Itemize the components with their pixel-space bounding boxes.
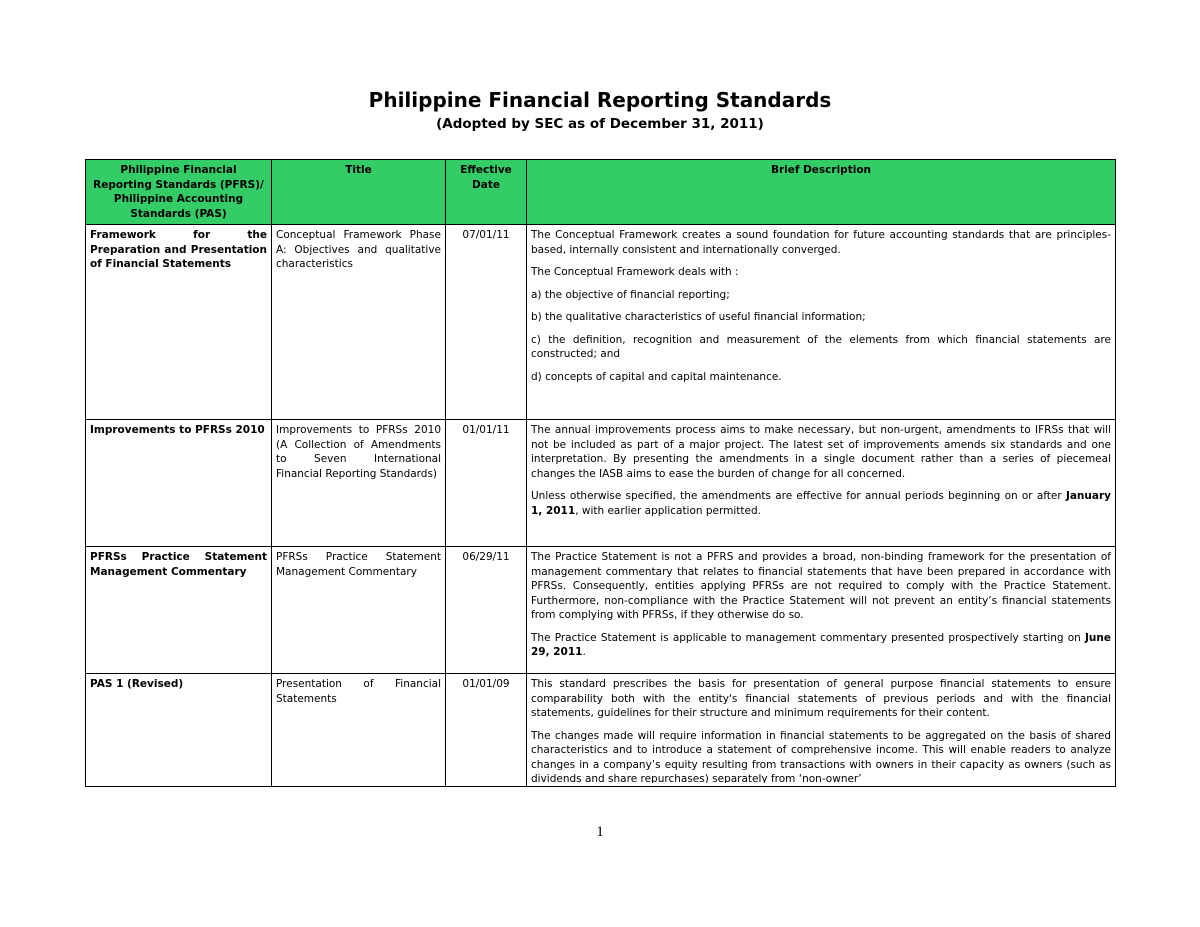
description-paragraph: This standard prescribes the basis for presentation of general purpose financial statements to ensure comparability both with the entity's financial statements of previous periods and with the financial statements, guidelines for their structure and minimum requirements for their content. — [531, 678, 1111, 719]
description-paragraph: d) concepts of capital and capital maintenance. — [531, 370, 782, 383]
header-brief-description: Brief Description — [527, 160, 1116, 225]
description-cell — [527, 225, 1116, 420]
description-paragraph: b) the qualitative characteristics of useful financial information; — [531, 311, 866, 323]
page-number: 1 — [596, 824, 604, 840]
description-paragraph: The annual improvements process aims to make necessary, but non-urgent, amendments to IFRSs that will not be included as part of a major project. The latest set of improvements amends six standards and one interpretation. By presenting the amendments in a single document rather than a series of piecemeal changes the IASB aims to ease the burden of change for all concerned. — [531, 424, 1111, 480]
description-cell — [527, 674, 1116, 787]
table-row — [86, 420, 1116, 547]
standard-cell: PAS 1 (Revised) — [86, 674, 272, 787]
effective-date-cell: 01/01/09 — [446, 674, 527, 787]
document-title: Philippine Financial Reporting Standards — [368, 88, 832, 112]
description-text: , with earlier application permitted. — [575, 504, 761, 517]
title-cell: Improvements to PFRSs 2010 (A Collection of Amendments to Seven International Financial Reporting Standards) — [272, 420, 446, 547]
effective-date-highlight: January 1, 2011 — [531, 490, 1111, 517]
description-paragraph: The changes made will require information in financial statements to be aggregated on the basis of shared characteristics and to introduce a statement of comprehensive income. This will enable readers to analyze changes in a company’s equity resulting from transactions with owners in their capacity as owners (such as dividends and share repurchases) separately from ‘non-owner’ — [531, 729, 1111, 783]
description-paragraph: The Conceptual Framework creates a sound foundation for future accounting standards that are principles-based, internally consistent and internationally converged. — [531, 229, 1111, 256]
effective-date-cell: 06/29/11 — [446, 547, 527, 674]
title-cell: Conceptual Framework Phase A: Objectives and qualitative characteristics — [272, 225, 446, 420]
description-text: Unless otherwise specified, the amendments are effective for annual periods beginning on or after — [531, 490, 1066, 502]
standard-cell: Improvements to PFRSs 2010 — [86, 420, 272, 547]
table-row — [86, 547, 1116, 674]
standards-table — [85, 159, 1116, 787]
table-row — [86, 225, 1116, 420]
table-header-row — [86, 160, 1116, 225]
title-cell: PFRSs Practice Statement Management Commentary — [272, 547, 446, 674]
description-cell — [527, 420, 1116, 547]
standard-cell: PFRSs Practice Statement Management Commentary — [86, 547, 272, 674]
description-clip — [531, 677, 1111, 783]
header-title: Title — [272, 160, 446, 225]
description-paragraph: The Conceptual Framework deals with : — [531, 266, 739, 278]
effective-date-highlight: June 29, 2011 — [531, 631, 1111, 658]
header-standard: Philippine Financial Reporting Standards (PFRS)/ Philippine Accounting Standards (PAS) — [86, 160, 272, 225]
description-paragraph: c) the definition, recognition and measurement of the elements from which financial statements are constructed; and — [531, 333, 1111, 360]
description-paragraph: The Practice Statement is not a PFRS and provides a broad, non-binding framework for the presentation of management commentary that relates to financial statements that have been prepared in accordance with PFRSs. Consequently, entities applying PFRSs are not required to comply with the Practice Statement. Furthermore, non-compliance with the Practice Statement will not prevent an entity’s financial statements from complying with PFRSs, if they otherwise do so. — [531, 551, 1111, 621]
description-paragraph — [531, 489, 1111, 518]
effective-date-cell: 07/01/11 — [446, 225, 527, 420]
description-paragraph: a) the objective of financial reporting; — [531, 288, 730, 301]
standard-cell: Framework for the Preparation and Presentation of Financial Statements — [86, 225, 272, 420]
title-cell: Presentation of Financial Statements — [272, 674, 446, 787]
description-text: The Practice Statement is applicable to management commentary presented prospectively starting on — [531, 631, 1086, 644]
description-cell — [527, 547, 1116, 674]
header-effective-date: Effective Date — [446, 160, 527, 225]
document-subtitle: (Adopted by SEC as of December 31, 2011) — [436, 116, 764, 132]
description-paragraph — [531, 631, 1111, 660]
table-row — [86, 674, 1116, 787]
description-text: . — [582, 646, 586, 658]
effective-date-cell: 01/01/11 — [446, 420, 527, 547]
